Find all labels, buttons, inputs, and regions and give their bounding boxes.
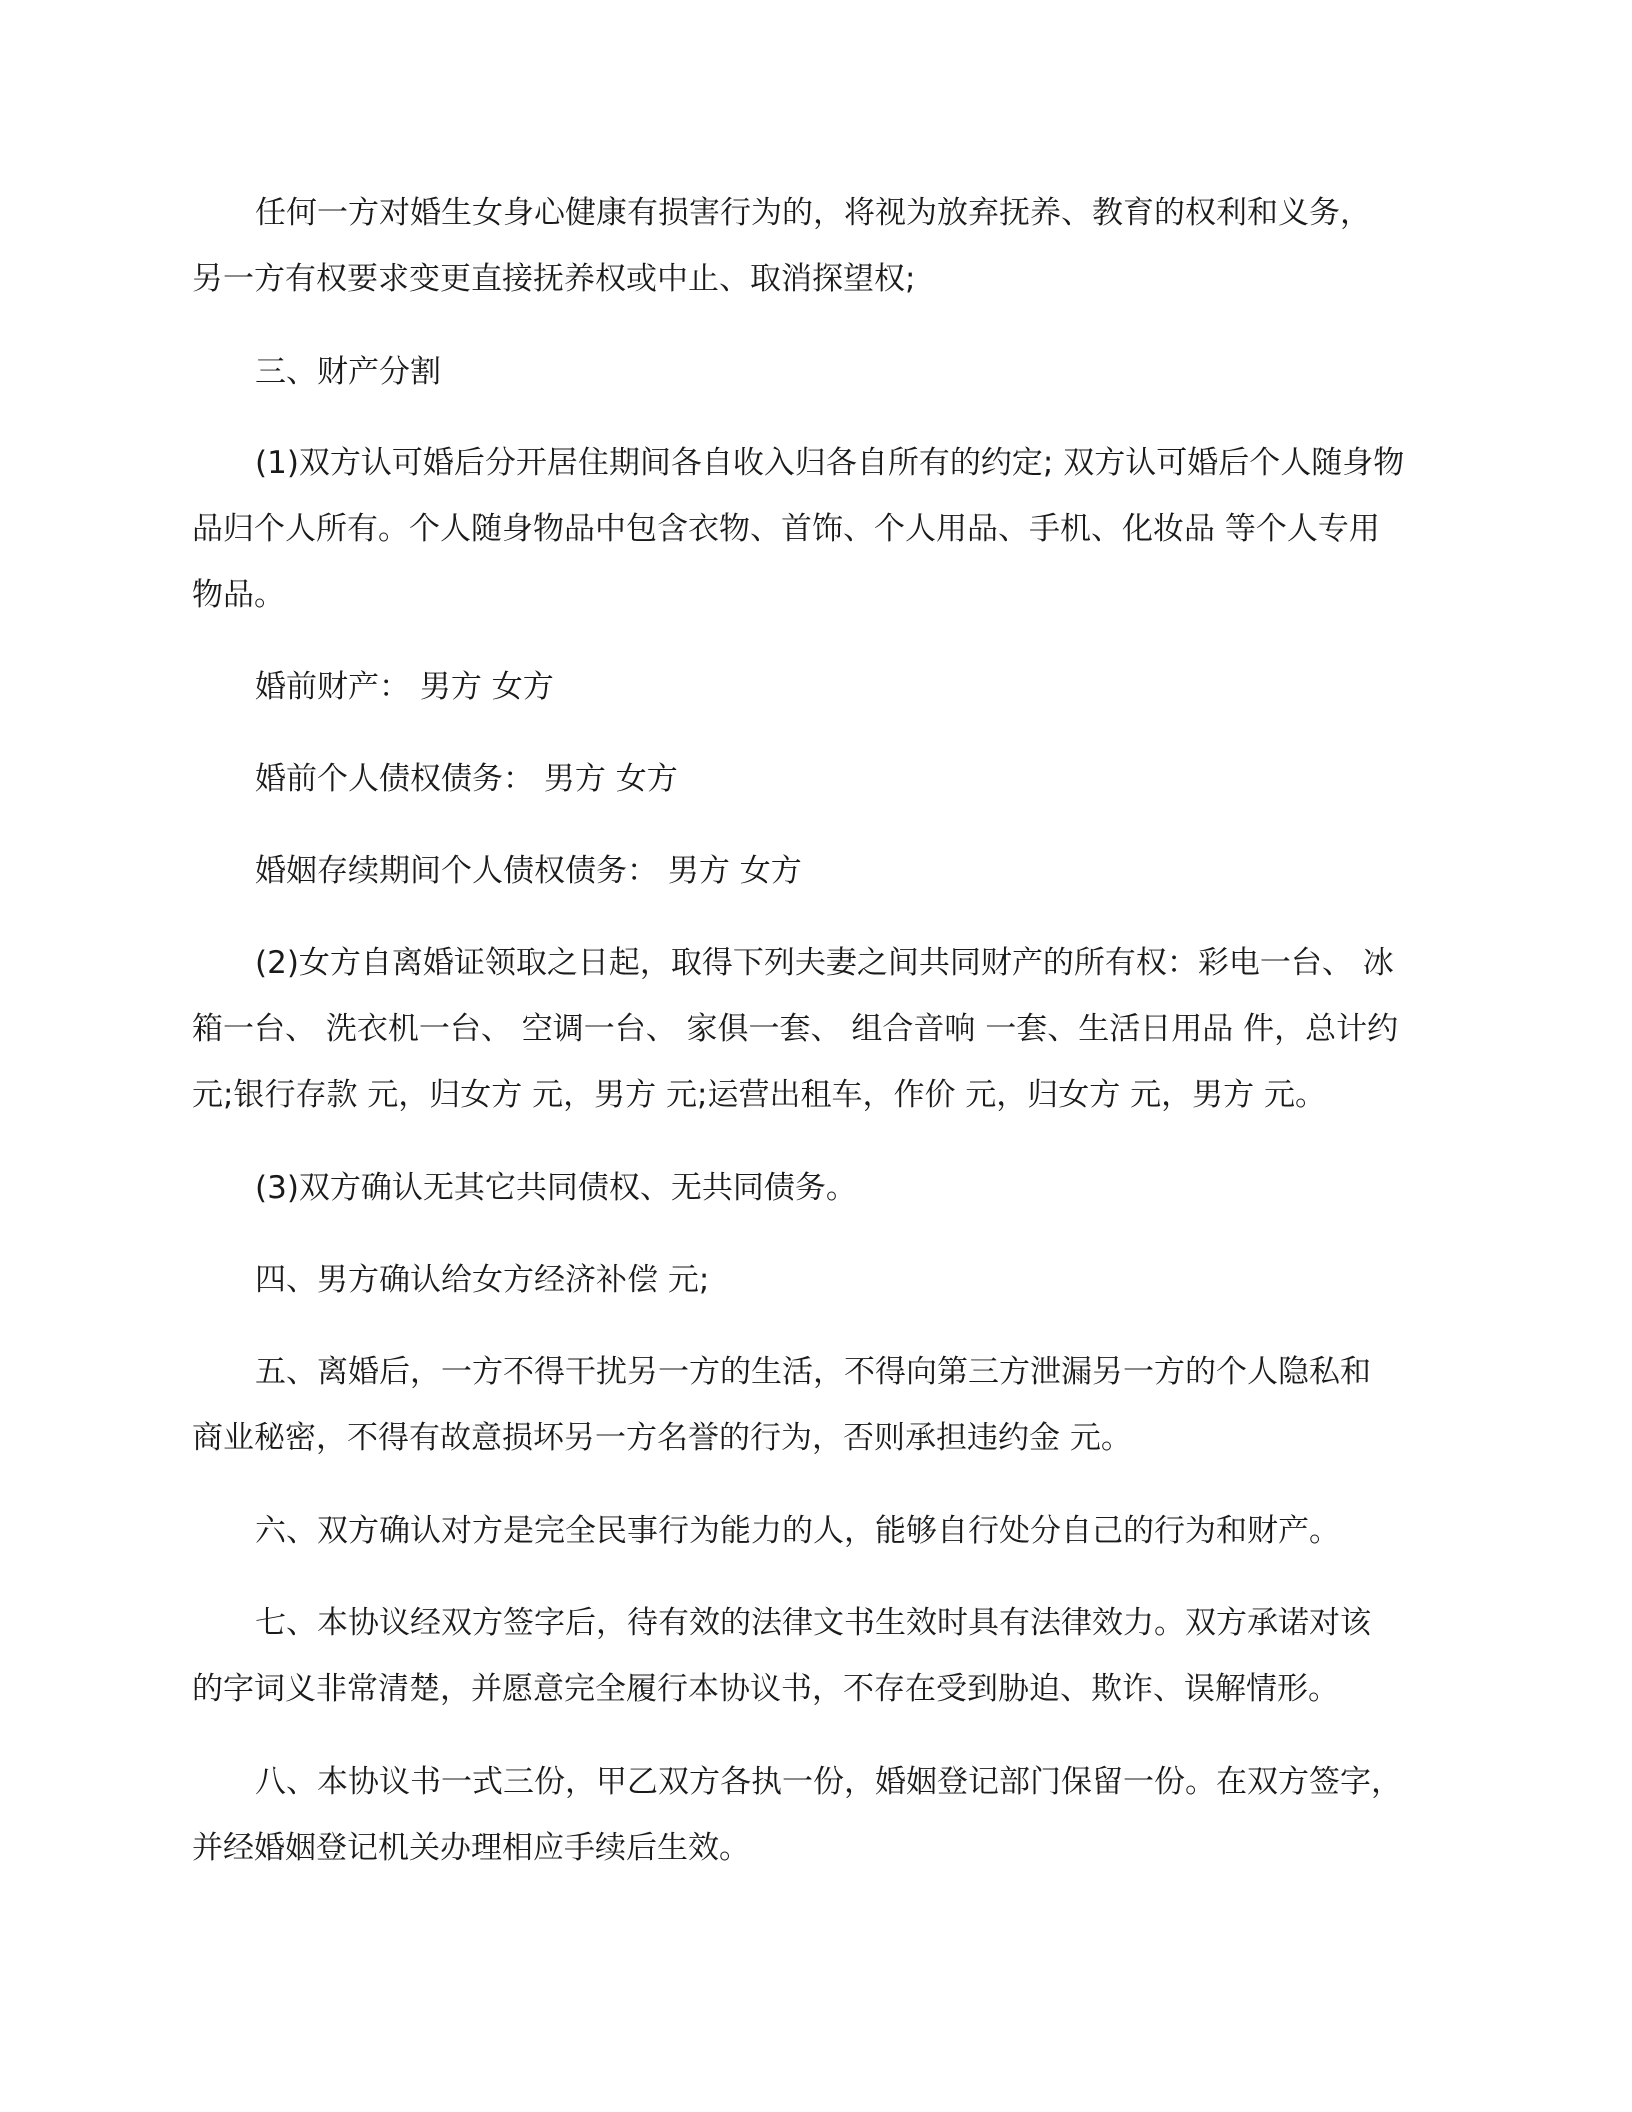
- paragraph-personal-items: [192, 430, 1440, 628]
- paragraph-copies: [192, 1749, 1440, 1881]
- paragraph-line: (1)双方认可婚后分开居住期间各自收入归各自所有的约定; 双方认可婚后个人随身物: [255, 445, 1405, 481]
- paragraph-no-joint-debts: [192, 1155, 1440, 1221]
- paragraph-marital-debts: [192, 838, 1440, 904]
- paragraph-child-care-violation: [192, 180, 1440, 312]
- paragraph-line: 并经婚姻登记机关办理相应手续后生效。: [192, 1830, 750, 1866]
- paragraph-privacy: [192, 1339, 1440, 1471]
- paragraph-line: 元;银行存款 元，归女方 元，男方 元;运营出租车，作价 元，归女方 元，男方 元。: [192, 1077, 1327, 1113]
- paragraph-line: 三、财产分割: [255, 354, 441, 390]
- paragraph-line: 婚姻存续期间个人债权债务： 男方 女方: [255, 853, 802, 889]
- paragraph-line: 六、双方确认对方是完全民事行为能力的人，能够自行处分自己的行为和财产。: [255, 1513, 1340, 1549]
- paragraph-line: 商业秘密，不得有故意损坏另一方名誉的行为，否则承担违约金 元。: [192, 1420, 1132, 1456]
- paragraph-line: 品归个人所有。个人随身物品中包含衣物、首饰、个人用品、手机、化妆品 等个人专用: [192, 511, 1380, 547]
- paragraph-line: 的字词义非常清楚，并愿意完全履行本协议书，不存在受到胁迫、欺诈、误解情形。: [192, 1671, 1339, 1707]
- paragraph-line: 任何一方对婚生女身心健康有损害行为的，将视为放弃抚养、教育的权利和义务，: [255, 195, 1371, 231]
- paragraph-premarital-debts: [192, 746, 1440, 812]
- section-heading-property-division: [192, 339, 1440, 405]
- paragraph-line: 物品。: [192, 577, 285, 613]
- paragraph-line: (2)女方自离婚证领取之日起，取得下列夫妻之间共同财产的所有权：彩电一台、 冰: [255, 945, 1394, 981]
- paragraph-line: 箱一台、 洗衣机一台、 空调一台、 家俱一套、 组合音响 一套、生活日用品 件，总计约: [192, 1011, 1399, 1047]
- paragraph-line: 七、本协议经双方签字后，待有效的法律文书生效时具有法律效力。双方承诺对该: [255, 1605, 1371, 1641]
- paragraph-line: 四、男方确认给女方经济补偿 元;: [255, 1262, 710, 1298]
- paragraph-line: (3)双方确认无其它共同债权、无共同债务。: [255, 1170, 857, 1206]
- paragraph-compensation: [192, 1247, 1440, 1313]
- paragraph-premarital-property: [192, 654, 1440, 720]
- paragraph-effectiveness: [192, 1590, 1440, 1722]
- paragraph-joint-property: [192, 930, 1440, 1128]
- paragraph-line: 八、本协议书一式三份，甲乙双方各执一份，婚姻登记部门保留一份。在双方签字，: [255, 1764, 1402, 1800]
- paragraph-line: 婚前财产： 男方 女方: [255, 669, 554, 705]
- paragraph-line: 婚前个人债权债务： 男方 女方: [255, 761, 678, 797]
- paragraph-line: 五、离婚后，一方不得干扰另一方的生活，不得向第三方泄漏另一方的个人隐私和: [255, 1354, 1371, 1390]
- paragraph-line: 另一方有权要求变更直接抚养权或中止、取消探望权;: [192, 261, 916, 297]
- paragraph-capacity: [192, 1498, 1440, 1564]
